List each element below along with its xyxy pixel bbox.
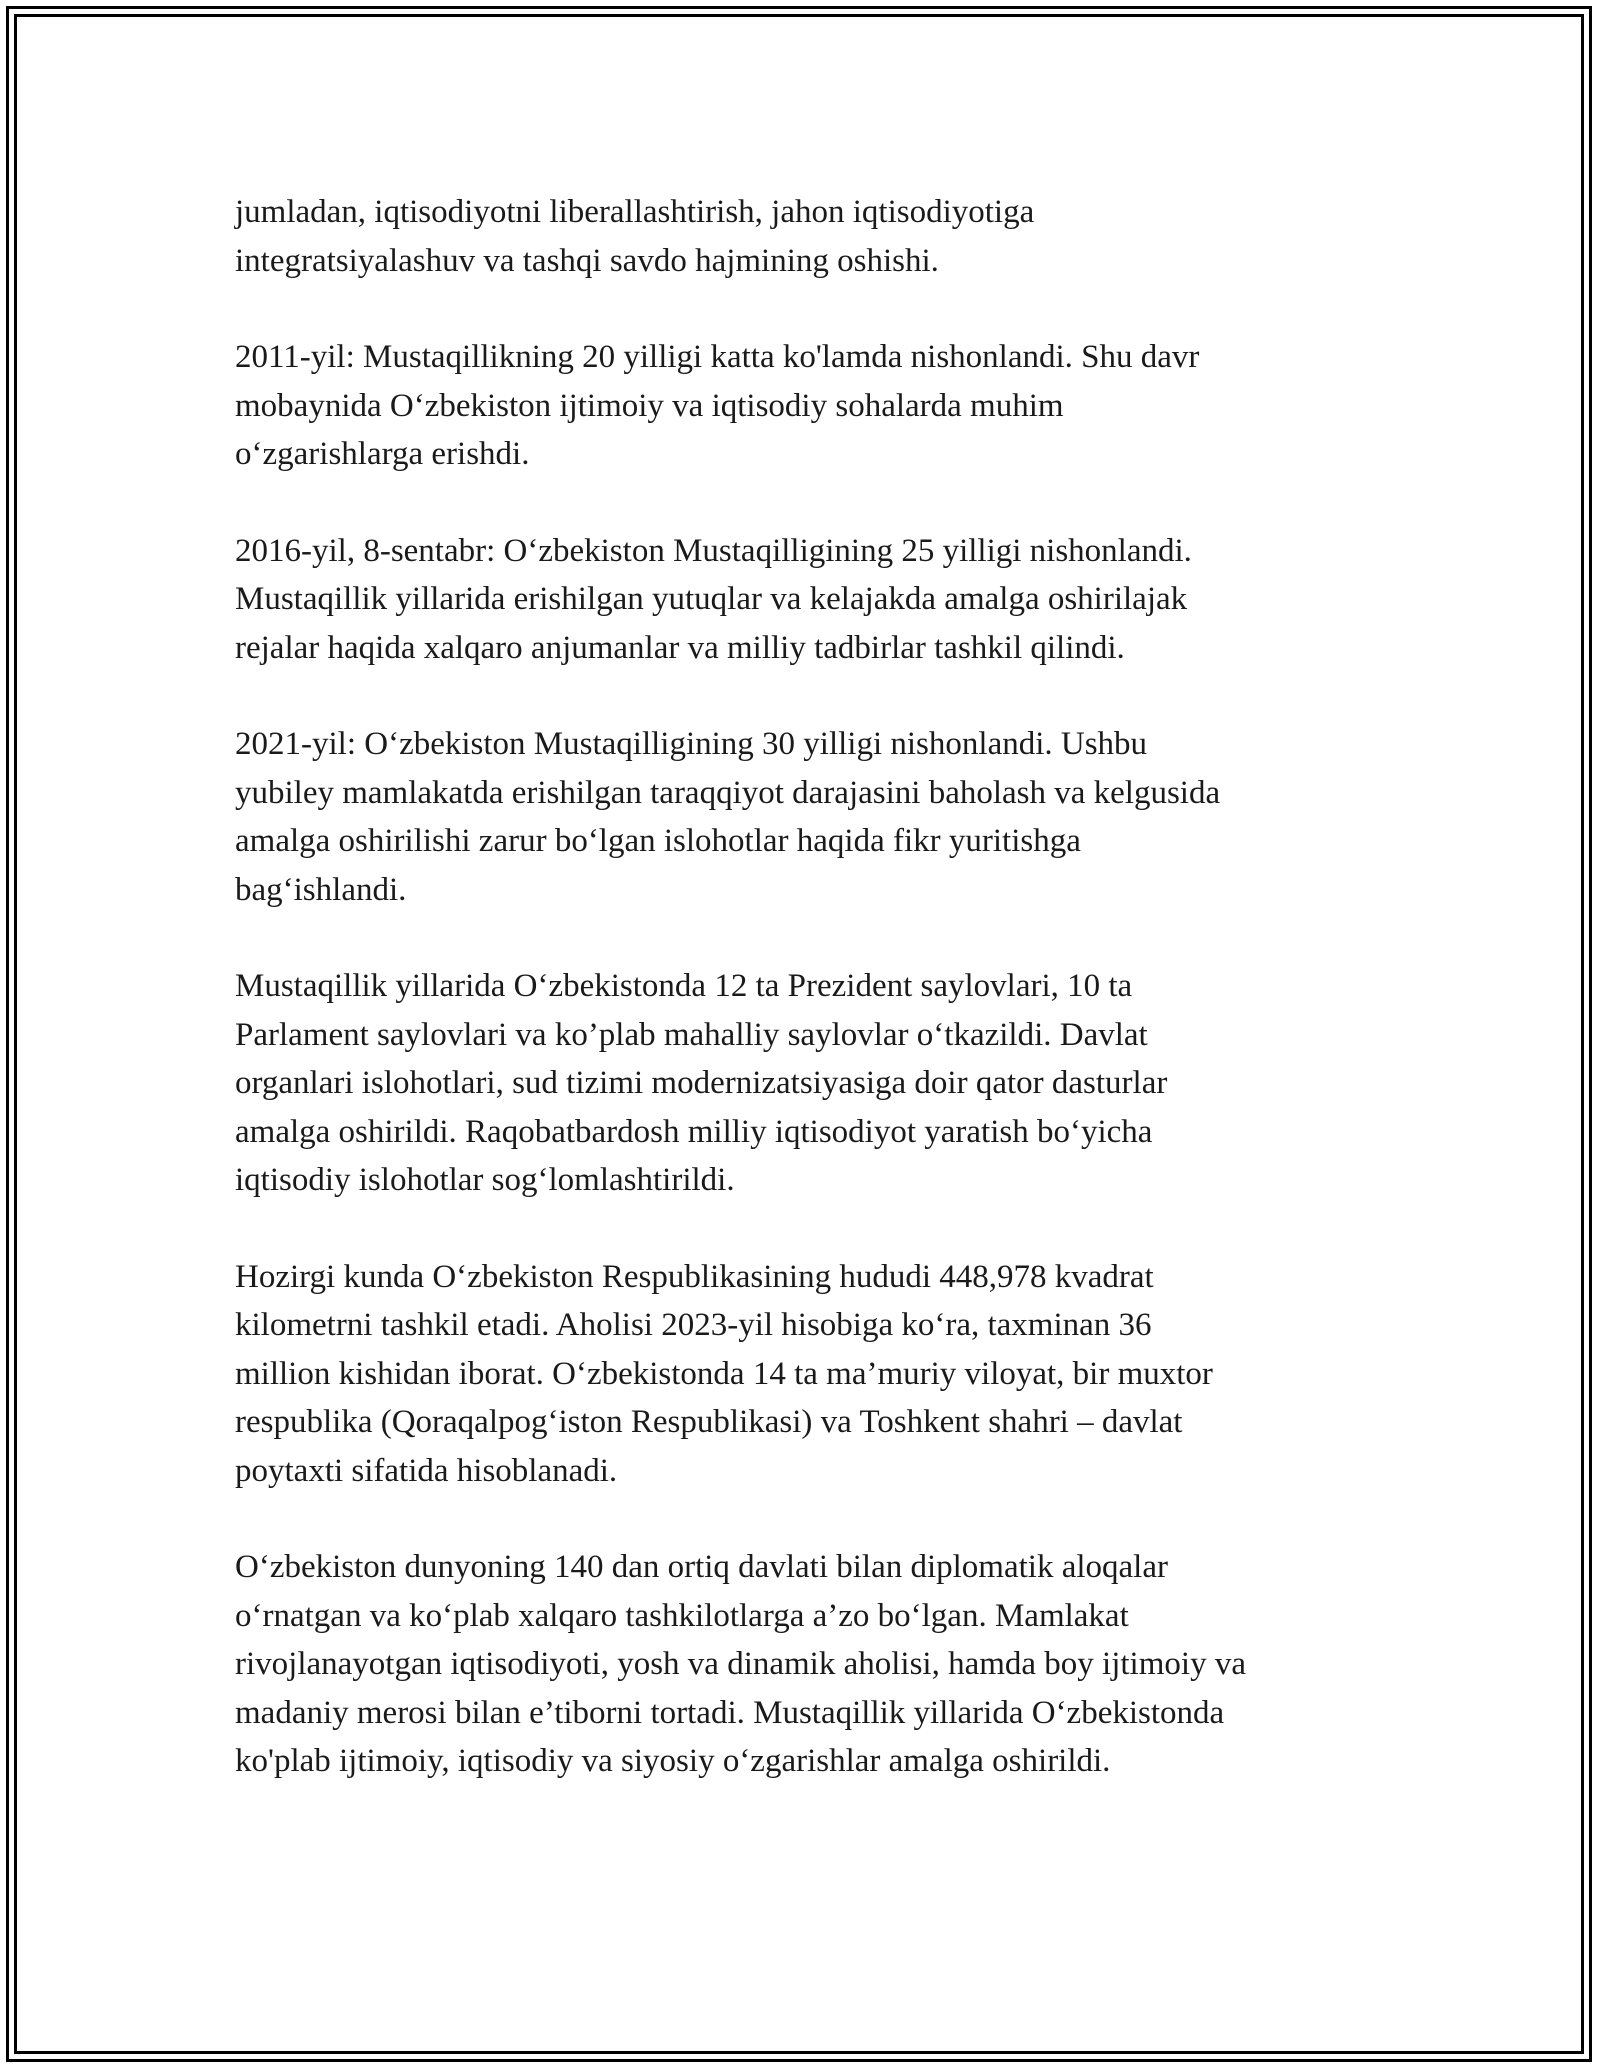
paragraph-2011 [235, 333, 1375, 479]
text-line: rejalar haqida xalqaro anjumanlar va milliy tadbirlar tashkil qilindi. [235, 629, 1125, 666]
text-line: Hozirgi kunda O‘zbekiston Respublikasining hududi 448,978 kvadrat [235, 1258, 1154, 1295]
text-line: mobaynida O‘zbekiston ijtimoiy va iqtisodiy sohalarda muhim [235, 387, 1064, 424]
text-line: jumladan, iqtisodiyotni liberallashtirish, jahon iqtisodiyotiga [235, 194, 1035, 230]
text-line: O‘zbekiston dunyoning 140 dan ortiq davlati bilan diplomatik aloqalar [235, 1549, 1168, 1585]
text-line: kilometrni tashkil etadi. Aholisi 2023-yil hisobiga ko‘ra, taxminan 36 [235, 1307, 1152, 1343]
text-line: Parlament saylovlari va ko’plab mahalliy saylovlar o‘tkazildi. Davlat [235, 1016, 1148, 1053]
document-body [235, 188, 1375, 1834]
text-line: rivojlanayotgan iqtisodiyoti, yosh va dinamik aholisi, hamda boy ijtimoiy va [235, 1646, 1246, 1682]
text-line: 2021-yil: O‘zbekiston Mustaqilligining 30 yilligi nishonlandi. Ushbu [235, 726, 1148, 762]
paragraph-2016 [235, 527, 1375, 673]
text-line: poytaxti sifatida hisoblanadi. [235, 1452, 618, 1489]
text-line: yubiley mamlakatda erishilgan taraqqiyot darajasini baholash va kelgusida [235, 774, 1221, 811]
text-line: bag‘ishlandi. [235, 871, 407, 908]
text-line: iqtisodiy islohotlar sog‘lomlashtirildi. [235, 1162, 735, 1198]
text-line: madaniy merosi bilan e’tiborni tortadi. Mustaqillik yillarida O‘zbekistonda [235, 1694, 1225, 1731]
text-line: ko'plab ijtimoiy, iqtisodiy va siyosiy o‘zgarishlar amalga oshirildi. [235, 1743, 1111, 1779]
text-line: 2011-yil: Mustaqillikning 20 yilligi katta ko'lamda nishonlandi. Shu davr [235, 339, 1200, 375]
paragraph-diplomacy [235, 1543, 1375, 1786]
paragraph-continuation [235, 188, 1375, 285]
text-line: Mustaqillik yillarida erishilgan yutuqlar va kelajakda amalga oshirilajak [235, 581, 1188, 617]
paragraph-2021 [235, 720, 1375, 914]
paragraph-elections [235, 962, 1375, 1205]
text-line: o‘rnatgan va ko‘plab xalqaro tashkilotlarga a’zo bo‘lgan. Mamlakat [235, 1597, 1129, 1634]
text-line: integratsiyalashuv va tashqi savdo hajmining oshishi. [235, 242, 939, 279]
text-line: o‘zgarishlarga erishdi. [235, 436, 530, 472]
text-line: organlari islohotlari, sud tizimi modernizatsiyasiga doir qator dasturlar [235, 1065, 1168, 1101]
paragraph-territory [235, 1253, 1375, 1496]
text-line: respublika (Qoraqalpog‘iston Respublikasi) va Toshkent shahri – davlat [235, 1404, 1183, 1440]
text-line: amalga oshirilishi zarur bo‘lgan islohotlar haqida fikr yuritishga [235, 823, 1081, 859]
text-line: Mustaqillik yillarida O‘zbekistonda 12 ta Prezident saylovlari, 10 ta [235, 968, 1133, 1004]
text-line: amalga oshirildi. Raqobatbardosh milliy iqtisodiyot yaratish bo‘yicha [235, 1113, 1153, 1150]
text-line: million kishidan iborat. O‘zbekistonda 14 ta ma’muriy viloyat, bir muxtor [235, 1355, 1213, 1392]
text-line: 2016-yil, 8-sentabr: O‘zbekiston Mustaqilligining 25 yilligi nishonlandi. [235, 532, 1192, 569]
